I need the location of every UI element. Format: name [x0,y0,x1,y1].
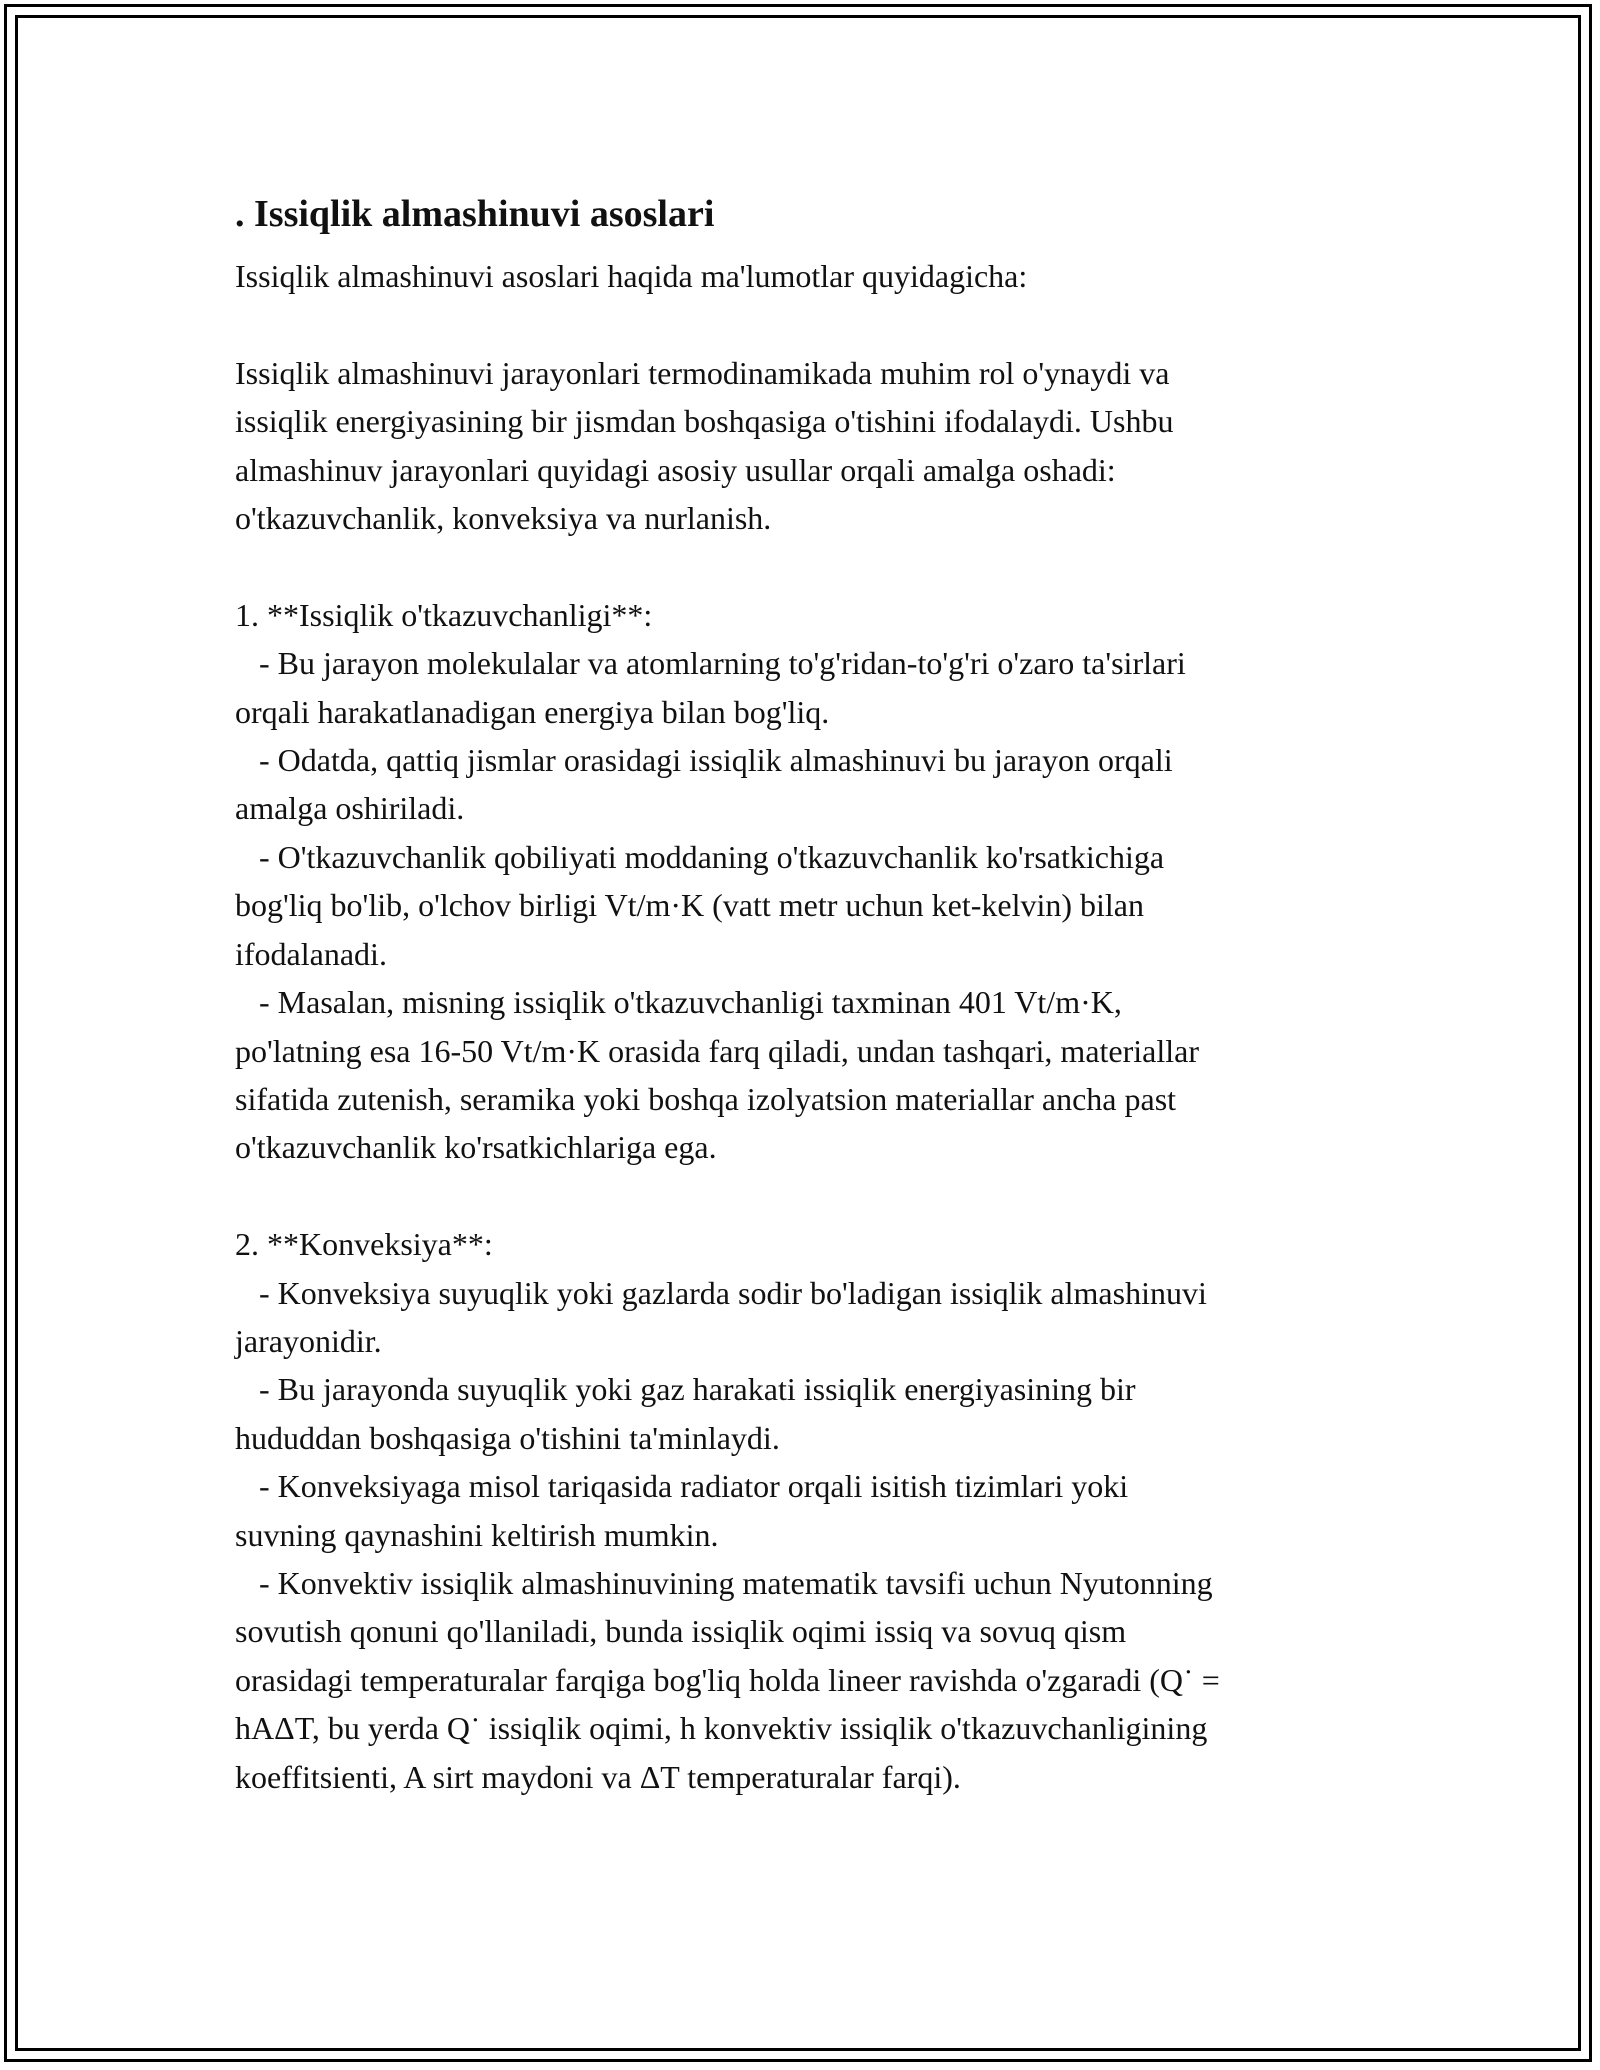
text-line: - Konveksiya suyuqlik yoki gazlarda sodir bo'ladigan issiqlik almashinuvi [235,1274,1207,1311]
text-line: 1. **Issiqlik o'tkazuvchanligi**: [235,596,653,633]
text-line: koeffitsienti, A sirt maydoni va ΔT temperaturalar farqi). [235,1758,961,1795]
text-line: almashinuv jarayonlari quyidagi asosiy usullar orqali amalga oshadi: [235,451,1116,488]
text-line [235,542,1375,590]
text-line [235,1172,1375,1220]
text-line: suvning qaynashini keltirish mumkin. [235,1516,719,1553]
text-line: bog'liq bo'lib, o'lchov birligi Vt/m·K (vatt metr uchun ket-kelvin) bilan [235,887,1144,924]
text-line: issiqlik energiyasining bir jismdan boshqasiga o'tishini ifodalaydi. Ushbu [235,403,1174,440]
text-line: Issiqlik almashinuvi asoslari haqida ma'lumotlar quyidagicha: [235,258,1028,294]
text-line: ifodalanadi. [235,935,387,972]
text-line: jarayonidir. [235,1322,382,1359]
text-line: - Bu jarayonda suyuqlik yoki gaz harakati issiqlik energiyasining bir [235,1371,1136,1408]
text-line: - Odatda, qattiq jismlar orasidagi issiqlik almashinuvi bu jarayon orqali [235,742,1173,779]
text-line: amalga oshiriladi. [235,790,465,827]
document-title: . Issiqlik almashinuvi asoslari [235,193,715,235]
text-line: - Konveksiyaga misol tariqasida radiator orqali isitish tizimlari yoki [235,1468,1129,1505]
text-line: - Konvektiv issiqlik almashinuvining matematik tavsifi uchun Nyutonning [235,1564,1213,1601]
text-line: Issiqlik almashinuvi jarayonlari termodinamikada muhim rol o'ynaydi va [235,354,1170,391]
text-line: orqali harakatlanadigan energiya bilan bog'liq. [235,693,830,730]
text-line: orasidagi temperaturalar farqiga bog'liq holda lineer ravishda o'zgaradi (Q˙ = [235,1661,1220,1698]
text-line: - O'tkazuvchanlik qobiliyati moddaning o'tkazuvchanlik ko'rsatkichiga [235,838,1165,875]
document-body [235,186,1375,1801]
text-line [235,300,1375,348]
text-line: - Bu jarayon molekulalar va atomlarning to'g'ridan-to'g'ri o'zaro ta'sirlari [235,645,1186,682]
text-line: - Masalan, misning issiqlik o'tkazuvchanligi taxminan 401 Vt/m·K, [235,984,1122,1021]
title-spacer [235,242,1375,252]
text-line: o'tkazuvchanlik, konveksiya va nurlanish. [235,500,772,537]
paragraph-lines [235,252,1375,1801]
text-line: hududdan boshqasiga o'tishini ta'minlaydi. [235,1419,780,1456]
text-line: o'tkazuvchanlik ko'rsatkichlariga ega. [235,1129,717,1166]
text-line: po'latning esa 16-50 Vt/m·K orasida farq qiladi, undan tashqari, materiallar [235,1032,1199,1069]
text-line: sovutish qonuni qo'llaniladi, bunda issiqlik oqimi issiq va sovuq qism [235,1613,1127,1650]
text-line: hAΔT, bu yerda Q˙ issiqlik oqimi, h konvektiv issiqlik o'tkazuvchanligining [235,1710,1208,1747]
text-line: sifatida zutenish, seramika yoki boshqa izolyatsion materiallar ancha past [235,1080,1177,1117]
text-line: 2. **Konveksiya**: [235,1226,493,1263]
